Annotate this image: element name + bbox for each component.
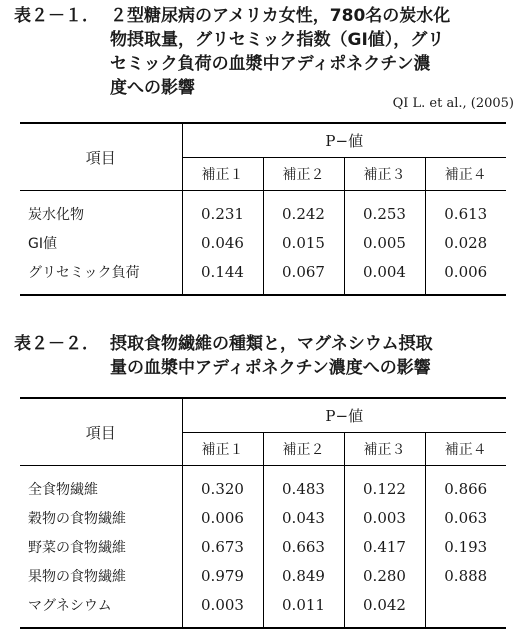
table1-caption-number: 表２－１．: [14, 6, 99, 26]
row-label: 果物の食物繊維: [20, 561, 182, 590]
table1-header-pvalue: P−値: [182, 123, 506, 158]
cell-value: 0.193: [425, 532, 506, 561]
cell-value: 0.663: [263, 532, 344, 561]
cell-value: 0.122: [344, 466, 425, 504]
cell-value: 0.006: [201, 508, 244, 527]
table2-header-pvalue: P−値: [182, 398, 506, 433]
row-label: マグネシウム: [20, 590, 182, 628]
table1-column-header: 補正４: [425, 158, 506, 191]
table1-caption: [14, 4, 524, 100]
table-row: [20, 532, 506, 561]
table2-caption-line1: 摂取食物繊維の種類と，マグネシウム摂取: [110, 334, 433, 354]
cell-value: 0.613: [425, 191, 506, 229]
cell-value: 0.015: [263, 228, 344, 257]
table1-caption-line2: 物摂取量，グリセミック指数（GI値），グリ: [110, 30, 445, 50]
table-row: [20, 561, 506, 590]
table1-column-header: 補正３: [344, 158, 425, 191]
table-row: [20, 191, 506, 229]
table2-header-item: 項目: [20, 398, 182, 466]
table1-caption-line3: セミック負荷の血漿中アディポネクチン濃: [110, 54, 431, 74]
cell-value: 0.011: [263, 590, 344, 628]
cell-value: 0.028: [425, 228, 506, 257]
table1-caption-line4: 度への影響: [110, 78, 195, 98]
cell-value: 0.144: [201, 262, 244, 281]
table2-column-header: 補正２: [263, 433, 344, 466]
cell-value: 0.849: [263, 561, 344, 590]
cell-value: 0.006: [425, 257, 506, 295]
cell-value: 0.042: [344, 590, 425, 628]
cell-value: 0.673: [201, 537, 244, 556]
table2-caption-number: 表２－２．: [14, 334, 99, 354]
cell-value: 0.417: [344, 532, 425, 561]
table-row: [20, 257, 506, 295]
cell-value: 0.063: [425, 503, 506, 532]
cell-value: 0.280: [344, 561, 425, 590]
row-label: 全食物繊維: [20, 466, 182, 504]
cell-value: 0.004: [344, 257, 425, 295]
cell-value: 0.979: [201, 566, 244, 585]
cell-value: [425, 590, 506, 628]
table2-column-header: 補正４: [425, 433, 506, 466]
cell-value: 0.043: [263, 503, 344, 532]
table1: [20, 122, 506, 296]
cell-value: 0.231: [201, 204, 244, 223]
row-label: 野菜の食物繊維: [20, 532, 182, 561]
cell-value: 0.320: [201, 479, 244, 498]
table2-column-header: 補正１: [182, 433, 263, 466]
cell-value: 0.242: [263, 191, 344, 229]
table2-caption: [14, 332, 524, 380]
table1-column-header: 補正２: [263, 158, 344, 191]
row-label: 炭水化物: [20, 191, 182, 229]
table2: [20, 397, 506, 629]
table-row: [20, 466, 506, 504]
table-row: [20, 228, 506, 257]
cell-value: 0.253: [344, 191, 425, 229]
cell-value: 0.866: [425, 466, 506, 504]
table1-header-item: 項目: [20, 123, 182, 191]
cell-value: 0.003: [344, 503, 425, 532]
row-label: グリセミック負荷: [20, 257, 182, 295]
cell-value: 0.046: [201, 233, 244, 252]
cell-value: 0.888: [425, 561, 506, 590]
table2-column-header: 補正３: [344, 433, 425, 466]
cell-value: 0.005: [344, 228, 425, 257]
table1-citation: QI L. et al., (2005): [392, 96, 514, 111]
table1-caption-line1: ２型糖尿病のアメリカ女性，780名の炭水化: [110, 6, 451, 26]
table-row: [20, 503, 506, 532]
table1-column-header: 補正１: [182, 158, 263, 191]
cell-value: 0.003: [201, 595, 244, 614]
row-label: GI値: [20, 228, 182, 257]
table-row: [20, 590, 506, 628]
row-label: 穀物の食物繊維: [20, 503, 182, 532]
table2-caption-line2: 量の血漿中アディポネクチン濃度への影響: [110, 358, 431, 378]
cell-value: 0.067: [263, 257, 344, 295]
cell-value: 0.483: [263, 466, 344, 504]
